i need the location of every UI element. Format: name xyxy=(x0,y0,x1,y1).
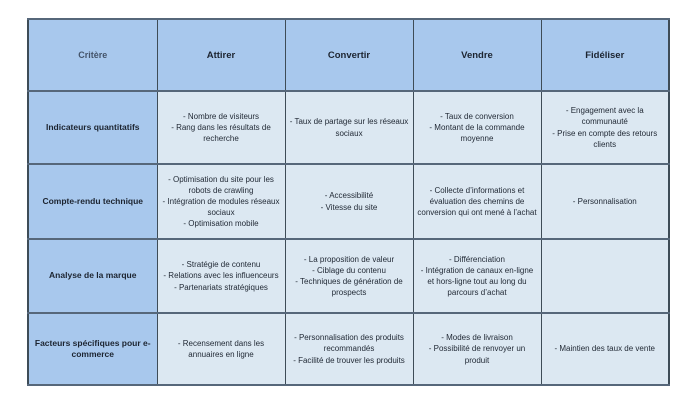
row-label: Compte-rendu technique xyxy=(28,164,157,239)
header-row xyxy=(28,19,669,91)
cell-item: - Relations avec les influenceurs xyxy=(163,271,279,281)
cell-item: - Facilité de trouver les produits xyxy=(293,355,405,365)
cell-item: - Prise en compte des retours clients xyxy=(552,128,658,149)
cell-item: - Recensement dans les annuaires en ligne xyxy=(177,338,265,359)
table-cell xyxy=(413,239,541,313)
cell-item: - Stratégie de contenu xyxy=(181,260,261,270)
table-cell xyxy=(285,164,413,239)
cell-item: - Rang dans les résultats de recherche xyxy=(171,122,271,144)
column-header-critere: Critère xyxy=(28,19,157,91)
cell-item: - Personnalisation xyxy=(572,196,637,206)
row-label: Indicateurs quantitatifs xyxy=(28,91,157,164)
row-label: Facteurs spécifiques pour e-commerce xyxy=(28,313,157,385)
table-cell xyxy=(413,91,541,164)
column-header-vendre: Vendre xyxy=(413,19,541,91)
cell-item: - Nombre de visiteurs xyxy=(182,111,260,121)
cell-item: - Partenariats stratégiques xyxy=(174,282,268,292)
cell-item: - Taux de conversion xyxy=(440,111,514,121)
cell-item: - Optimisation mobile xyxy=(183,219,259,229)
cell-item: - Ciblage du contenu xyxy=(312,265,386,275)
table-row-compte-rendu-technique xyxy=(28,164,669,239)
column-header-convertir: Convertir xyxy=(285,19,413,91)
table-cell xyxy=(541,91,669,164)
table-cell xyxy=(413,164,541,239)
cell-item: - Taux de partage sur les réseaux sociaux xyxy=(289,117,409,138)
row-label: Analyse de la marque xyxy=(28,239,157,313)
cell-item: - La proposition de valeur xyxy=(303,254,395,264)
table-cell xyxy=(285,91,413,164)
table-row-analyse-de-la-marque xyxy=(28,239,669,313)
cell-item: - Maintien des taux de vente xyxy=(554,344,655,354)
cell-item: - Optimisation du site pour les robots de crawling xyxy=(168,174,274,195)
table-cell xyxy=(285,239,413,313)
table-row-indicateurs-quantitatifs xyxy=(28,91,669,164)
table-row-facteurs-specifiques-e-commerce xyxy=(28,313,669,385)
column-header-fideliser: Fidéliser xyxy=(541,19,669,91)
cell-item: - Montant de la commande moyenne xyxy=(429,122,525,144)
cell-item: - Vitesse du site xyxy=(320,202,378,212)
cell-item: - Engagement avec la communauté xyxy=(565,106,644,127)
table-cell xyxy=(157,239,285,313)
table-cell xyxy=(413,313,541,385)
marketing-criteria-table xyxy=(27,18,670,386)
column-header-attirer: Attirer xyxy=(157,19,285,91)
table-cell xyxy=(541,164,669,239)
cell-item: - Intégration de modules réseaux sociaux xyxy=(162,196,280,218)
table-cell xyxy=(157,164,285,239)
table-cell xyxy=(157,313,285,385)
cell-item: - Collecte d’informations et évaluation des chemins de conversion qui ont mené à l’achat xyxy=(417,185,537,218)
cell-item: - Différenciation xyxy=(449,254,505,264)
cell-item: - Techniques de génération de prospects xyxy=(295,277,403,298)
table-cell xyxy=(541,313,669,385)
cell-item: - Intégration de canaux en-ligne et hors-ligne tout au long du parcours d’achat xyxy=(420,265,534,298)
cell-item: - Personnalisation des produits recommandés xyxy=(294,333,404,354)
table-cell xyxy=(157,91,285,164)
table-cell-empty xyxy=(541,239,669,313)
cell-item: - Possibilité de renvoyer un produit xyxy=(428,344,526,365)
cell-item: - Modes de livraison xyxy=(441,333,513,343)
cell-item: - Accessibilité xyxy=(324,191,374,201)
table-cell xyxy=(285,313,413,385)
